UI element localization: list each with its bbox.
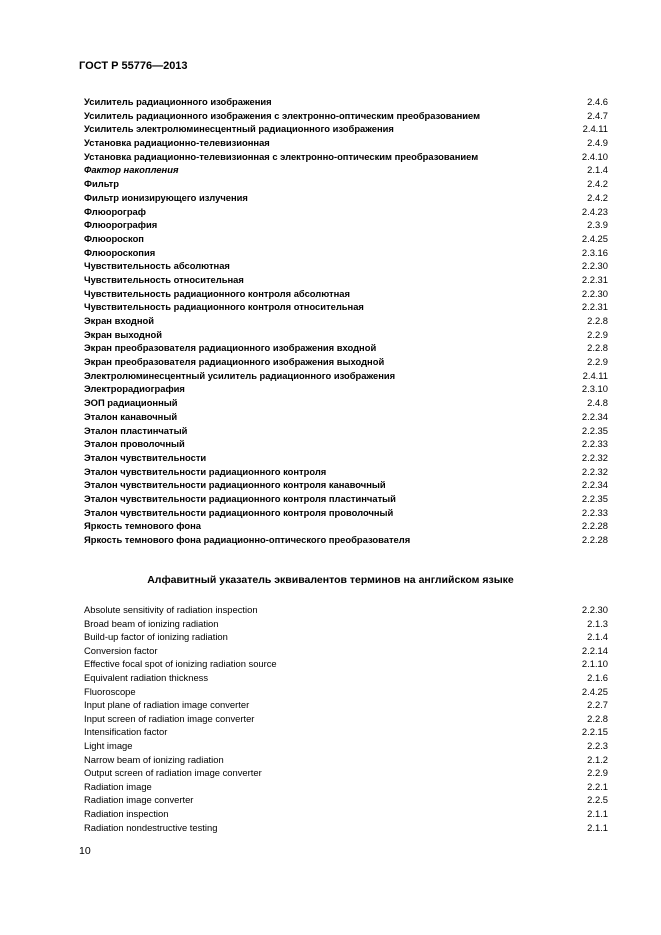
index-reference: 2.2.30 bbox=[581, 260, 608, 272]
index-reference: 2.3.9 bbox=[587, 219, 608, 231]
index-entry bbox=[84, 492, 608, 506]
index-entry bbox=[84, 437, 608, 451]
index-term: Экран входной bbox=[84, 315, 155, 326]
index-entry bbox=[84, 424, 608, 438]
index-reference: 2.4.8 bbox=[587, 397, 608, 409]
index-term: Чувствительность радиационного контроля относительная bbox=[84, 301, 364, 313]
index-term: Электролюминесцентный усилитель радиационного изображения bbox=[84, 369, 396, 381]
index-entry bbox=[84, 766, 608, 780]
index-entry bbox=[84, 382, 608, 396]
index-entry bbox=[84, 328, 608, 342]
index-entry bbox=[84, 685, 608, 699]
index-term: Чувствительность относительная bbox=[84, 273, 244, 285]
index-reference: 2.2.34 bbox=[581, 410, 608, 422]
index-term: Absolute sensitivity of radiation inspection bbox=[84, 604, 258, 615]
index-reference: 2.2.15 bbox=[581, 726, 608, 738]
index-term: Фильтр bbox=[84, 178, 119, 190]
index-reference: 2.2.9 bbox=[587, 767, 608, 779]
index-entry bbox=[84, 205, 608, 219]
index-entry bbox=[84, 177, 608, 191]
index-reference: 2.2.1 bbox=[587, 780, 608, 792]
index-reference: 2.4.25 bbox=[581, 685, 608, 697]
index-term: Radiation image bbox=[84, 780, 152, 792]
index-term: Эталон чувствительности радиационного контроля канавочный bbox=[84, 479, 386, 491]
index-entry bbox=[84, 163, 608, 177]
index-term: Фильтр ионизирующего излучения bbox=[84, 191, 248, 203]
index-entry bbox=[84, 821, 608, 835]
index-entry bbox=[84, 122, 608, 136]
index-reference: 2.2.31 bbox=[581, 273, 608, 285]
index-entry bbox=[84, 218, 608, 232]
index-term: Эталон чувствительности радиационного контроля bbox=[84, 465, 327, 477]
index-entry bbox=[84, 506, 608, 520]
index-term: Radiation nondestructive testing bbox=[84, 821, 218, 833]
index-entry bbox=[84, 273, 608, 287]
index-entry bbox=[84, 793, 608, 807]
index-term: Чувствительность радиационного контроля абсолютная bbox=[84, 287, 350, 299]
index-reference: 2.3.10 bbox=[581, 383, 608, 395]
index-reference: 2.2.8 bbox=[587, 315, 608, 326]
index-term: Fluoroscope bbox=[84, 685, 136, 697]
index-entry bbox=[84, 753, 608, 767]
index-term: Narrow beam of ionizing radiation bbox=[84, 753, 224, 765]
index-term: Эталон чувствительности радиационного контроля проволочный bbox=[84, 506, 394, 518]
index-term: Установка радиационно-телевизионная bbox=[84, 137, 270, 149]
index-term: Эталон проволочный bbox=[84, 438, 185, 450]
index-term: Фактор накопления bbox=[84, 164, 179, 176]
index-entry bbox=[84, 246, 608, 260]
index-term: Установка радиационно-телевизионная с электронно-оптическим преобразованием bbox=[84, 150, 479, 162]
index-reference: 2.4.7 bbox=[587, 109, 608, 121]
index-reference: 2.1.4 bbox=[587, 631, 608, 643]
index-reference: 2.1.4 bbox=[587, 164, 608, 176]
index-reference: 2.4.10 bbox=[581, 150, 608, 162]
index-entry bbox=[84, 232, 608, 246]
index-reference: 2.2.7 bbox=[587, 699, 608, 711]
index-entry bbox=[84, 369, 608, 383]
index-reference: 2.4.25 bbox=[581, 232, 608, 244]
index-term: Intensification factor bbox=[84, 726, 168, 738]
index-entry bbox=[84, 95, 608, 109]
index-reference: 2.4.9 bbox=[587, 137, 608, 149]
index-term: Build-up factor of ionizing radiation bbox=[84, 631, 228, 643]
index-reference: 2.4.2 bbox=[587, 178, 608, 190]
index-term: Электрорадиография bbox=[84, 383, 185, 395]
index-reference: 2.4.23 bbox=[581, 205, 608, 217]
index-reference: 2.1.3 bbox=[587, 617, 608, 629]
index-term: Эталон канавочный bbox=[84, 410, 178, 422]
index-entry bbox=[84, 630, 608, 644]
index-entry bbox=[84, 807, 608, 821]
index-entry bbox=[84, 396, 608, 410]
index-reference: 2.1.2 bbox=[587, 753, 608, 765]
index-entry bbox=[84, 657, 608, 671]
english-term-index bbox=[84, 603, 608, 834]
index-entry bbox=[84, 603, 608, 617]
index-term: Экран преобразователя радиационного изображения входной bbox=[84, 342, 377, 354]
index-term: Эталон пластинчатый bbox=[84, 424, 188, 436]
index-term: Эталон чувствительности bbox=[84, 451, 207, 463]
index-term: Усилитель электролюминесцентный радиационного изображения bbox=[84, 123, 394, 135]
index-entry bbox=[84, 519, 608, 533]
index-term: Input screen of radiation image converter bbox=[84, 712, 255, 724]
index-term: Флюороскопия bbox=[84, 246, 156, 258]
index-entry bbox=[84, 698, 608, 712]
index-reference: 2.4.2 bbox=[587, 191, 608, 203]
index-term: Эталон чувствительности радиационного контроля пластинчатый bbox=[84, 492, 396, 504]
index-reference: 2.1.10 bbox=[581, 658, 608, 670]
index-reference: 2.2.8 bbox=[587, 712, 608, 724]
index-reference: 2.1.1 bbox=[587, 807, 608, 819]
index-term: Усилитель радиационного изображения с электронно-оптическим преобразованием bbox=[84, 109, 481, 121]
index-entry bbox=[84, 739, 608, 753]
index-reference: 2.2.30 bbox=[581, 604, 608, 615]
index-reference: 2.2.35 bbox=[581, 492, 608, 504]
index-entry bbox=[84, 150, 608, 164]
russian-term-index bbox=[84, 95, 608, 547]
index-entry bbox=[84, 109, 608, 123]
index-term: Equivalent radiation thickness bbox=[84, 671, 209, 683]
index-entry bbox=[84, 644, 608, 658]
index-term: Input plane of radiation image converter bbox=[84, 699, 250, 711]
index-entry bbox=[84, 191, 608, 205]
index-entry bbox=[84, 355, 608, 369]
index-reference: 2.2.8 bbox=[587, 342, 608, 354]
index-reference: 2.4.11 bbox=[582, 369, 608, 381]
index-entry bbox=[84, 725, 608, 739]
index-entry bbox=[84, 780, 608, 794]
index-reference: 2.2.31 bbox=[581, 301, 608, 313]
document-header: ГОСТ Р 55776—2013 bbox=[79, 60, 188, 72]
index-entry bbox=[84, 478, 608, 492]
index-entry bbox=[84, 259, 608, 273]
index-entry bbox=[84, 465, 608, 479]
index-term: Экран выходной bbox=[84, 328, 163, 340]
index-reference: 2.2.5 bbox=[587, 794, 608, 806]
index-reference: 2.3.16 bbox=[581, 246, 608, 258]
index-reference: 2.2.9 bbox=[587, 356, 608, 368]
index-term: Флюорограф bbox=[84, 205, 146, 217]
index-entry bbox=[84, 617, 608, 631]
index-reference: 2.2.3 bbox=[587, 739, 608, 751]
index-reference: 2.4.6 bbox=[587, 96, 608, 107]
index-term: Усилитель радиационного изображения bbox=[84, 96, 272, 107]
index-entry bbox=[84, 671, 608, 685]
index-term: ЭОП радиационный bbox=[84, 397, 178, 409]
page-number: 10 bbox=[79, 845, 91, 857]
index-reference: 2.2.9 bbox=[587, 328, 608, 340]
index-entry bbox=[84, 136, 608, 150]
index-entry bbox=[84, 300, 608, 314]
index-term: Broad beam of ionizing radiation bbox=[84, 617, 219, 629]
index-term: Output screen of radiation image converter bbox=[84, 767, 262, 779]
index-entry bbox=[84, 287, 608, 301]
index-reference: 2.2.33 bbox=[581, 438, 608, 450]
index-reference: 2.2.35 bbox=[581, 424, 608, 436]
index-term: Яркость темнового фона радиационно-оптического преобразователя bbox=[84, 534, 411, 545]
index-reference: 2.2.14 bbox=[581, 644, 608, 656]
index-term: Флюороскоп bbox=[84, 232, 144, 244]
index-reference: 2.2.32 bbox=[581, 451, 608, 463]
index-entry bbox=[84, 314, 608, 328]
index-term: Чувствительность абсолютная bbox=[84, 260, 230, 272]
index-reference: 2.2.28 bbox=[581, 534, 608, 545]
index-entry bbox=[84, 410, 608, 424]
index-entry bbox=[84, 712, 608, 726]
index-entry bbox=[84, 341, 608, 355]
index-term: Radiation image converter bbox=[84, 794, 194, 806]
index-term: Radiation inspection bbox=[84, 807, 169, 819]
index-reference: 2.4.11 bbox=[582, 123, 608, 135]
index-entry bbox=[84, 451, 608, 465]
index-reference: 2.1.6 bbox=[587, 671, 608, 683]
index-term: Light image bbox=[84, 739, 133, 751]
index-term: Conversion factor bbox=[84, 644, 158, 656]
index-reference: 2.2.34 bbox=[581, 479, 608, 491]
index-term: Флюорография bbox=[84, 219, 158, 231]
index-reference: 2.1.1 bbox=[587, 821, 608, 833]
index-entry bbox=[84, 533, 608, 547]
index-reference: 2.2.30 bbox=[581, 287, 608, 299]
index-term: Экран преобразователя радиационного изображения выходной bbox=[84, 356, 385, 368]
index-reference: 2.2.33 bbox=[581, 506, 608, 518]
index-reference: 2.2.28 bbox=[581, 520, 608, 532]
index-reference: 2.2.32 bbox=[581, 465, 608, 477]
index-term: Яркость темнового фона bbox=[84, 520, 201, 532]
english-index-title: Алфавитный указатель эквивалентов терминов на английском языке bbox=[147, 574, 514, 586]
index-term: Effective focal spot of ionizing radiation source bbox=[84, 658, 277, 670]
